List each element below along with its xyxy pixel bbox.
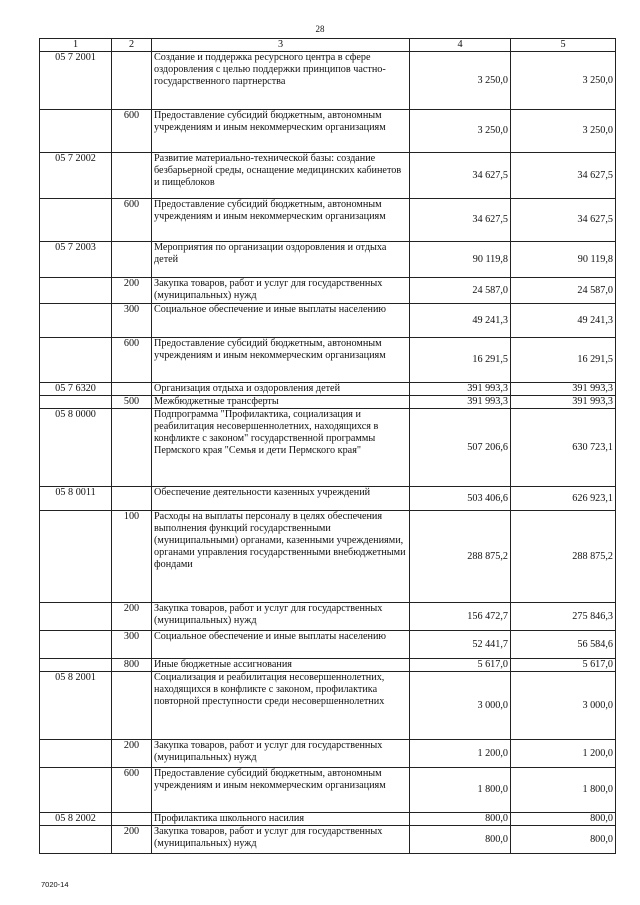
amount-col4-cell: 156 472,7 [410,603,511,631]
amount-col4-cell: 3 250,0 [410,110,511,153]
amount-col4-cell: 16 291,5 [410,338,511,383]
amount-col5-cell: 800,0 [511,813,616,826]
description-cell: Расходы на выплаты персоналу в целях обеспечения выполнения функций государственными (муниципальными) органами, казенными учреждениями, органами управления государственными внебюджетными фондами [152,511,410,603]
amount-col4-cell: 800,0 [410,826,511,854]
table-row [40,511,616,603]
page-number: 28 [315,24,325,34]
description-cell: Межбюджетные трансферты [152,396,410,409]
code-cell [40,768,112,813]
table-row [40,383,616,396]
table-row [40,740,616,768]
expense-type-cell [112,672,152,740]
column-header-4: 4 [410,39,511,52]
description-cell: Закупка товаров, работ и услуг для государственных (муниципальных) нужд [152,740,410,768]
expense-type-cell: 500 [112,396,152,409]
amount-col4-cell: 288 875,2 [410,511,511,603]
code-cell: 05 7 2002 [40,153,112,199]
column-header-1: 1 [40,39,112,52]
amount-col4-cell: 34 627,5 [410,153,511,199]
code-cell [40,110,112,153]
description-cell: Закупка товаров, работ и услуг для государственных (муниципальных) нужд [152,826,410,854]
code-cell [40,740,112,768]
amount-col5-cell: 49 241,3 [511,304,616,338]
table-row [40,603,616,631]
code-cell [40,199,112,242]
expense-type-cell: 600 [112,110,152,153]
description-cell: Иные бюджетные ассигнования [152,659,410,672]
description-cell: Предоставление субсидий бюджетным, автономным учреждениям и иным некоммерческим организациям [152,110,410,153]
amount-col5-cell: 630 723,1 [511,409,616,487]
amount-col5-cell: 3 000,0 [511,672,616,740]
amount-col4-cell: 34 627,5 [410,199,511,242]
code-cell: 05 7 2003 [40,242,112,278]
table-row [40,659,616,672]
description-cell: Предоставление субсидий бюджетным, автономным учреждениям и иным некоммерческим организациям [152,338,410,383]
code-cell: 05 8 0000 [40,409,112,487]
code-cell [40,304,112,338]
column-header-3: 3 [152,39,410,52]
description-cell: Мероприятия по организации оздоровления и отдыха детей [152,242,410,278]
table-row [40,52,616,110]
table-row [40,153,616,199]
description-cell: Социальное обеспечение и иные выплаты населению [152,304,410,338]
footer-code: 7020-14 [41,880,69,889]
expense-type-cell: 600 [112,338,152,383]
amount-col5-cell: 288 875,2 [511,511,616,603]
expense-type-cell [112,52,152,110]
amount-col4-cell: 391 993,3 [410,383,511,396]
expense-type-cell [112,409,152,487]
amount-col5-cell: 1 800,0 [511,768,616,813]
description-cell: Профилактика школьного насилия [152,813,410,826]
table-row [40,110,616,153]
amount-col5-cell: 3 250,0 [511,110,616,153]
description-cell: Организация отдыха и оздоровления детей [152,383,410,396]
expense-type-cell: 100 [112,511,152,603]
description-cell: Развитие материально-технической базы: создание безбарьерной среды, оснащение медицинских кабинетов и пищеблоков [152,153,410,199]
code-cell [40,659,112,672]
code-cell [40,631,112,659]
amount-col5-cell: 1 200,0 [511,740,616,768]
amount-col5-cell: 34 627,5 [511,199,616,242]
expense-type-cell: 300 [112,304,152,338]
table-row [40,813,616,826]
amount-col5-cell: 90 119,8 [511,242,616,278]
column-header-5: 5 [511,39,616,52]
amount-col4-cell: 24 587,0 [410,278,511,304]
expense-type-cell [112,153,152,199]
table-row [40,278,616,304]
expense-type-cell: 800 [112,659,152,672]
expense-type-cell: 600 [112,768,152,813]
code-cell [40,826,112,854]
code-cell: 05 8 2001 [40,672,112,740]
table-row [40,304,616,338]
description-cell: Предоставление субсидий бюджетным, автономным учреждениям и иным некоммерческим организациям [152,768,410,813]
amount-col4-cell: 49 241,3 [410,304,511,338]
description-cell: Социальное обеспечение и иные выплаты населению [152,631,410,659]
expense-type-cell [112,242,152,278]
table-row [40,768,616,813]
table-row [40,199,616,242]
table-row [40,672,616,740]
table-row [40,487,616,511]
expense-type-cell [112,487,152,511]
description-cell: Подпрограмма "Профилактика, социализация и реабилитация несовершеннолетних, находящихся в конфликте с законом" государственной программы Пермского края "Семья и дети Пермского края" [152,409,410,487]
code-cell [40,338,112,383]
amount-col4-cell: 90 119,8 [410,242,511,278]
description-cell: Социализация и реабилитация несовершеннолетних, находящихся в конфликте с законом, профилактика повторной преступности среди несовершеннолетних [152,672,410,740]
amount-col5-cell: 391 993,3 [511,383,616,396]
expense-type-cell: 300 [112,631,152,659]
description-cell: Предоставление субсидий бюджетным, автономным учреждениям и иным некоммерческим организациям [152,199,410,242]
description-cell: Закупка товаров, работ и услуг для государственных (муниципальных) нужд [152,603,410,631]
code-cell [40,511,112,603]
code-cell: 05 7 2001 [40,52,112,110]
amount-col5-cell: 3 250,0 [511,52,616,110]
amount-col4-cell: 391 993,3 [410,396,511,409]
amount-col4-cell: 3 250,0 [410,52,511,110]
code-cell [40,396,112,409]
code-cell [40,278,112,304]
table-row [40,631,616,659]
budget-table [39,38,616,854]
amount-col5-cell: 626 923,1 [511,487,616,511]
amount-col5-cell: 275 846,3 [511,603,616,631]
amount-col4-cell: 52 441,7 [410,631,511,659]
expense-type-cell: 200 [112,740,152,768]
amount-col5-cell: 391 993,3 [511,396,616,409]
expense-type-cell: 200 [112,826,152,854]
table-row [40,242,616,278]
code-cell [40,603,112,631]
amount-col4-cell: 3 000,0 [410,672,511,740]
table-row [40,338,616,383]
expense-type-cell: 200 [112,278,152,304]
amount-col4-cell: 503 406,6 [410,487,511,511]
amount-col5-cell: 800,0 [511,826,616,854]
table-row [40,396,616,409]
code-cell: 05 8 2002 [40,813,112,826]
table-row [40,826,616,854]
amount-col5-cell: 5 617,0 [511,659,616,672]
expense-type-cell [112,383,152,396]
amount-col5-cell: 34 627,5 [511,153,616,199]
code-cell: 05 8 0011 [40,487,112,511]
expense-type-cell: 200 [112,603,152,631]
amount-col4-cell: 800,0 [410,813,511,826]
description-cell: Создание и поддержка ресурсного центра в сфере оздоровления с целью поддержки принципов частно-государственного партнерства [152,52,410,110]
code-cell: 05 7 6320 [40,383,112,396]
amount-col4-cell: 507 206,6 [410,409,511,487]
column-header-2: 2 [112,39,152,52]
description-cell: Обеспечение деятельности казенных учреждений [152,487,410,511]
amount-col5-cell: 24 587,0 [511,278,616,304]
header-row [40,39,616,52]
amount-col4-cell: 1 800,0 [410,768,511,813]
amount-col5-cell: 16 291,5 [511,338,616,383]
description-cell: Закупка товаров, работ и услуг для государственных (муниципальных) нужд [152,278,410,304]
table-row [40,409,616,487]
amount-col5-cell: 56 584,6 [511,631,616,659]
expense-type-cell [112,813,152,826]
amount-col4-cell: 1 200,0 [410,740,511,768]
amount-col4-cell: 5 617,0 [410,659,511,672]
expense-type-cell: 600 [112,199,152,242]
